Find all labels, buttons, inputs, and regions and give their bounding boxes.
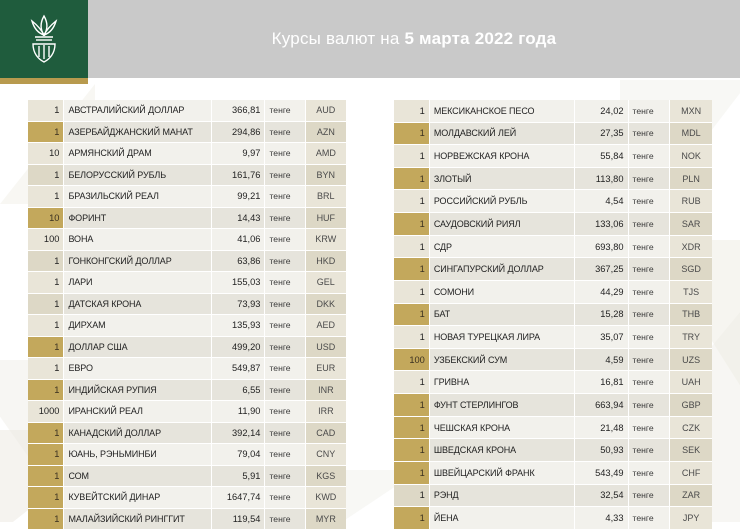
- currency-code: GBP: [670, 394, 712, 417]
- currency-name: ГРИВНА: [429, 371, 574, 394]
- currency-unit: тенге: [265, 186, 305, 208]
- currency-code: DKK: [305, 293, 346, 315]
- header-title-bar: [88, 0, 740, 78]
- currency-name: БАТ: [429, 303, 574, 326]
- currency-table-left: [28, 100, 346, 530]
- currency-rate: 155,03: [211, 272, 265, 294]
- currency-name: СОМ: [64, 465, 211, 487]
- table-row: [394, 213, 712, 236]
- currency-quantity: 1: [28, 422, 64, 444]
- currency-unit: тенге: [628, 303, 670, 326]
- table-row: [394, 235, 712, 258]
- currency-code: EUR: [305, 358, 346, 380]
- currency-unit: тенге: [265, 401, 305, 423]
- currency-code: SGD: [670, 258, 712, 281]
- currency-unit: тенге: [265, 250, 305, 272]
- currency-quantity: 1: [28, 336, 64, 358]
- currency-rate: 161,76: [211, 164, 265, 186]
- currency-rate: 24,02: [574, 100, 628, 122]
- currency-rate: 367,25: [574, 258, 628, 281]
- currency-unit: тенге: [628, 122, 670, 145]
- currency-quantity: 1: [28, 315, 64, 337]
- currency-code: RUB: [670, 190, 712, 213]
- currency-quantity: 1: [394, 122, 429, 145]
- table-row: [28, 293, 346, 315]
- currency-unit: тенге: [628, 213, 670, 236]
- currency-rate: 113,80: [574, 167, 628, 190]
- currency-unit: тенге: [628, 507, 670, 530]
- currency-unit: тенге: [628, 348, 670, 371]
- currency-rate: 549,87: [211, 358, 265, 380]
- currency-code: JPY: [670, 507, 712, 530]
- currency-code: PLN: [670, 167, 712, 190]
- currency-quantity: 1: [28, 293, 64, 315]
- table-row: [28, 272, 346, 294]
- currency-name: ШВЕДСКАЯ КРОНА: [429, 439, 574, 462]
- currency-name: ГОНКОНГСКИЙ ДОЛЛАР: [64, 250, 211, 272]
- currency-quantity: 10: [28, 143, 64, 165]
- table-row: [28, 186, 346, 208]
- currency-quantity: 1: [394, 213, 429, 236]
- currency-table-right: [394, 100, 712, 530]
- currency-code: TRY: [670, 326, 712, 349]
- currency-name: МАЛАЙЗИЙСКИЙ РИНГГИТ: [64, 508, 211, 530]
- currency-quantity: 1: [28, 465, 64, 487]
- currency-code: AED: [305, 315, 346, 337]
- currency-name: ФУНТ СТЕРЛИНГОВ: [429, 394, 574, 417]
- currency-rate: 366,81: [211, 100, 265, 121]
- currency-rate: 6,55: [211, 379, 265, 401]
- currency-name: ИРАНСКИЙ РЕАЛ: [64, 401, 211, 423]
- currency-rate: 4,54: [574, 190, 628, 213]
- currency-code: KWD: [305, 487, 346, 509]
- table-row: [394, 280, 712, 303]
- currency-code: ZAR: [670, 484, 712, 507]
- currency-quantity: 1: [28, 358, 64, 380]
- currency-unit: тенге: [628, 145, 670, 168]
- currency-rate: 73,93: [211, 293, 265, 315]
- currency-rate: 499,20: [211, 336, 265, 358]
- currency-rate: 21,48: [574, 416, 628, 439]
- currency-quantity: 1: [394, 145, 429, 168]
- currency-rate: 79,04: [211, 444, 265, 466]
- currency-name: ДАТСКАЯ КРОНА: [64, 293, 211, 315]
- currency-code: AZN: [305, 121, 346, 143]
- currency-name: БЕЛОРУССКИЙ РУБЛЬ: [64, 164, 211, 186]
- table-row: [394, 303, 712, 326]
- currency-rate: 15,28: [574, 303, 628, 326]
- national-bank-emblem-icon: [23, 13, 65, 65]
- currency-rate: 99,21: [211, 186, 265, 208]
- currency-name: РЭНД: [429, 484, 574, 507]
- currency-code: UAH: [670, 371, 712, 394]
- currency-name: ЙЕНА: [429, 507, 574, 530]
- currency-rate: 44,29: [574, 280, 628, 303]
- currency-unit: тенге: [265, 164, 305, 186]
- currency-quantity: 1: [394, 461, 429, 484]
- currency-unit: тенге: [265, 422, 305, 444]
- currency-rate: 693,80: [574, 235, 628, 258]
- currency-unit: тенге: [628, 280, 670, 303]
- currency-quantity: 1: [394, 371, 429, 394]
- currency-rate: 135,93: [211, 315, 265, 337]
- currency-quantity: 10: [28, 207, 64, 229]
- currency-unit: тенге: [628, 326, 670, 349]
- currency-code: MYR: [305, 508, 346, 530]
- currency-rate: 11,90: [211, 401, 265, 423]
- table-row: [394, 416, 712, 439]
- currency-unit: тенге: [265, 315, 305, 337]
- currency-unit: тенге: [628, 190, 670, 213]
- currency-quantity: 1: [28, 508, 64, 530]
- currency-quantity: 1: [28, 164, 64, 186]
- currency-quantity: 1: [28, 487, 64, 509]
- currency-unit: тенге: [265, 229, 305, 251]
- currency-rate: 55,84: [574, 145, 628, 168]
- currency-unit: тенге: [265, 121, 305, 143]
- currency-code: INR: [305, 379, 346, 401]
- currency-quantity: 1: [394, 303, 429, 326]
- page-title-prefix: Курсы валют на: [271, 29, 405, 48]
- currency-name: ДИРХАМ: [64, 315, 211, 337]
- table-row: [28, 250, 346, 272]
- table-row: [394, 371, 712, 394]
- currency-unit: тенге: [265, 143, 305, 165]
- currency-code: AUD: [305, 100, 346, 121]
- table-row: [394, 394, 712, 417]
- currency-unit: тенге: [628, 439, 670, 462]
- currency-code: XDR: [670, 235, 712, 258]
- table-row: [394, 439, 712, 462]
- currency-unit: тенге: [628, 416, 670, 439]
- currency-code: HUF: [305, 207, 346, 229]
- currency-unit: тенге: [265, 207, 305, 229]
- table-row: [28, 100, 346, 121]
- currency-name: АЗЕРБАЙДЖАНСКИЙ МАНАТ: [64, 121, 211, 143]
- currency-unit: тенге: [628, 461, 670, 484]
- currency-unit: тенге: [265, 358, 305, 380]
- currency-name: СДР: [429, 235, 574, 258]
- table-row: [28, 121, 346, 143]
- currency-unit: тенге: [265, 100, 305, 121]
- currency-name: МЕКСИКАНСКОЕ ПЕСО: [429, 100, 574, 122]
- currency-name: КУВЕЙТСКИЙ ДИНАР: [64, 487, 211, 509]
- currency-quantity: 1: [28, 121, 64, 143]
- currency-rate: 32,54: [574, 484, 628, 507]
- table-row: [394, 258, 712, 281]
- currency-name: ШВЕЙЦАРСКИЙ ФРАНК: [429, 461, 574, 484]
- currency-rate: 392,14: [211, 422, 265, 444]
- currency-code: MDL: [670, 122, 712, 145]
- currency-code: CNY: [305, 444, 346, 466]
- currency-unit: тенге: [628, 484, 670, 507]
- table-row: [28, 401, 346, 423]
- currency-rate: 63,86: [211, 250, 265, 272]
- currency-name: НОРВЕЖСКАЯ КРОНА: [429, 145, 574, 168]
- currency-unit: тенге: [265, 487, 305, 509]
- page-title: [272, 29, 557, 49]
- currency-name: СОМОНИ: [429, 280, 574, 303]
- table-row: [394, 122, 712, 145]
- table-row: [394, 461, 712, 484]
- currency-name: ЮАНЬ, РЭНЬМИНБИ: [64, 444, 211, 466]
- currency-code: BRL: [305, 186, 346, 208]
- currency-code: KGS: [305, 465, 346, 487]
- currency-name: ИНДИЙСКАЯ РУПИЯ: [64, 379, 211, 401]
- currency-name: МОЛДАВСКИЙ ЛЕЙ: [429, 122, 574, 145]
- currency-unit: тенге: [265, 379, 305, 401]
- currency-quantity: 100: [394, 348, 429, 371]
- currency-quantity: 100: [28, 229, 64, 251]
- currency-rate: 16,81: [574, 371, 628, 394]
- currency-quantity: 1: [28, 444, 64, 466]
- currency-unit: тенге: [628, 100, 670, 122]
- currency-quantity: 1: [394, 394, 429, 417]
- currency-name: ДОЛЛАР США: [64, 336, 211, 358]
- currency-rate: 5,91: [211, 465, 265, 487]
- table-row: [394, 326, 712, 349]
- currency-rate: 119,54: [211, 508, 265, 530]
- page-header: [0, 0, 740, 78]
- table-row: [394, 348, 712, 371]
- currency-unit: тенге: [265, 508, 305, 530]
- table-row: [28, 164, 346, 186]
- table-row: [394, 145, 712, 168]
- table-row: [28, 508, 346, 530]
- currency-quantity: 1: [394, 507, 429, 530]
- table-row: [28, 143, 346, 165]
- table-row: [394, 167, 712, 190]
- currency-unit: тенге: [628, 167, 670, 190]
- currency-rate: 133,06: [574, 213, 628, 236]
- table-row: [394, 484, 712, 507]
- currency-code: THB: [670, 303, 712, 326]
- currency-rate: 35,07: [574, 326, 628, 349]
- table-row: [28, 207, 346, 229]
- table-row: [28, 336, 346, 358]
- table-row: [28, 422, 346, 444]
- currency-quantity: 1: [28, 100, 64, 121]
- table-row: [28, 444, 346, 466]
- currency-name: ФОРИНТ: [64, 207, 211, 229]
- currency-rate: 41,06: [211, 229, 265, 251]
- currency-unit: тенге: [628, 371, 670, 394]
- currency-rate: 4,59: [574, 348, 628, 371]
- currency-quantity: 1: [394, 258, 429, 281]
- currency-name: ЗЛОТЫЙ: [429, 167, 574, 190]
- currency-quantity: 1: [394, 439, 429, 462]
- currency-name: КАНАДСКИЙ ДОЛЛАР: [64, 422, 211, 444]
- currency-name: ЕВРО: [64, 358, 211, 380]
- currency-rate: 27,35: [574, 122, 628, 145]
- currency-code: SEK: [670, 439, 712, 462]
- currency-tables: [0, 100, 740, 530]
- currency-code: NOK: [670, 145, 712, 168]
- currency-code: AMD: [305, 143, 346, 165]
- currency-name: ЛАРИ: [64, 272, 211, 294]
- currency-code: MXN: [670, 100, 712, 122]
- currency-rate: 50,93: [574, 439, 628, 462]
- currency-name: САУДОВСКИЙ РИЯЛ: [429, 213, 574, 236]
- currency-name: РОССИЙСКИЙ РУБЛЬ: [429, 190, 574, 213]
- currency-code: IRR: [305, 401, 346, 423]
- table-row: [394, 507, 712, 530]
- currency-rate: 4,33: [574, 507, 628, 530]
- currency-quantity: 1: [28, 186, 64, 208]
- currency-unit: тенге: [628, 235, 670, 258]
- table-row: [394, 100, 712, 122]
- currency-quantity: 1: [394, 190, 429, 213]
- currency-unit: тенге: [265, 293, 305, 315]
- table-row: [28, 358, 346, 380]
- currency-code: CHF: [670, 461, 712, 484]
- currency-rate: 9,97: [211, 143, 265, 165]
- currency-name: ВОНА: [64, 229, 211, 251]
- currency-name: АВСТРАЛИЙСКИЙ ДОЛЛАР: [64, 100, 211, 121]
- currency-quantity: 1: [394, 484, 429, 507]
- currency-rate: 294,86: [211, 121, 265, 143]
- currency-unit: тенге: [628, 258, 670, 281]
- currency-code: SAR: [670, 213, 712, 236]
- logo-block: [0, 0, 88, 78]
- currency-name: СИНГАПУРСКИЙ ДОЛЛАР: [429, 258, 574, 281]
- currency-code: KRW: [305, 229, 346, 251]
- table-row: [28, 229, 346, 251]
- page-title-date: 5 марта 2022 года: [404, 29, 557, 48]
- currency-quantity: 1: [394, 280, 429, 303]
- currency-quantity: 1: [28, 272, 64, 294]
- currency-code: GEL: [305, 272, 346, 294]
- currency-rate: 14,43: [211, 207, 265, 229]
- currency-quantity: 1: [28, 250, 64, 272]
- table-row: [28, 315, 346, 337]
- logo-gold-strip: [0, 78, 88, 84]
- table-row: [394, 190, 712, 213]
- currency-rate: 663,94: [574, 394, 628, 417]
- currency-name: ЧЕШСКАЯ КРОНА: [429, 416, 574, 439]
- currency-code: UZS: [670, 348, 712, 371]
- currency-rate: 1647,74: [211, 487, 265, 509]
- currency-unit: тенге: [265, 444, 305, 466]
- currency-code: HKD: [305, 250, 346, 272]
- currency-unit: тенге: [265, 272, 305, 294]
- table-row: [28, 379, 346, 401]
- currency-name: УЗБЕКСКИЙ СУМ: [429, 348, 574, 371]
- currency-unit: тенге: [265, 336, 305, 358]
- currency-code: BYN: [305, 164, 346, 186]
- currency-quantity: 1: [394, 235, 429, 258]
- currency-quantity: 1: [394, 416, 429, 439]
- currency-unit: тенге: [265, 465, 305, 487]
- currency-name: НОВАЯ ТУРЕЦКАЯ ЛИРА: [429, 326, 574, 349]
- currency-name: АРМЯНСКИЙ ДРАМ: [64, 143, 211, 165]
- table-row: [28, 487, 346, 509]
- currency-code: USD: [305, 336, 346, 358]
- table-row: [28, 465, 346, 487]
- currency-code: CZK: [670, 416, 712, 439]
- currency-name: БРАЗИЛЬСКИЙ РЕАЛ: [64, 186, 211, 208]
- currency-quantity: 1000: [28, 401, 64, 423]
- currency-code: TJS: [670, 280, 712, 303]
- currency-code: CAD: [305, 422, 346, 444]
- currency-rate: 543,49: [574, 461, 628, 484]
- currency-quantity: 1: [394, 100, 429, 122]
- currency-quantity: 1: [28, 379, 64, 401]
- currency-quantity: 1: [394, 326, 429, 349]
- currency-quantity: 1: [394, 167, 429, 190]
- currency-unit: тенге: [628, 394, 670, 417]
